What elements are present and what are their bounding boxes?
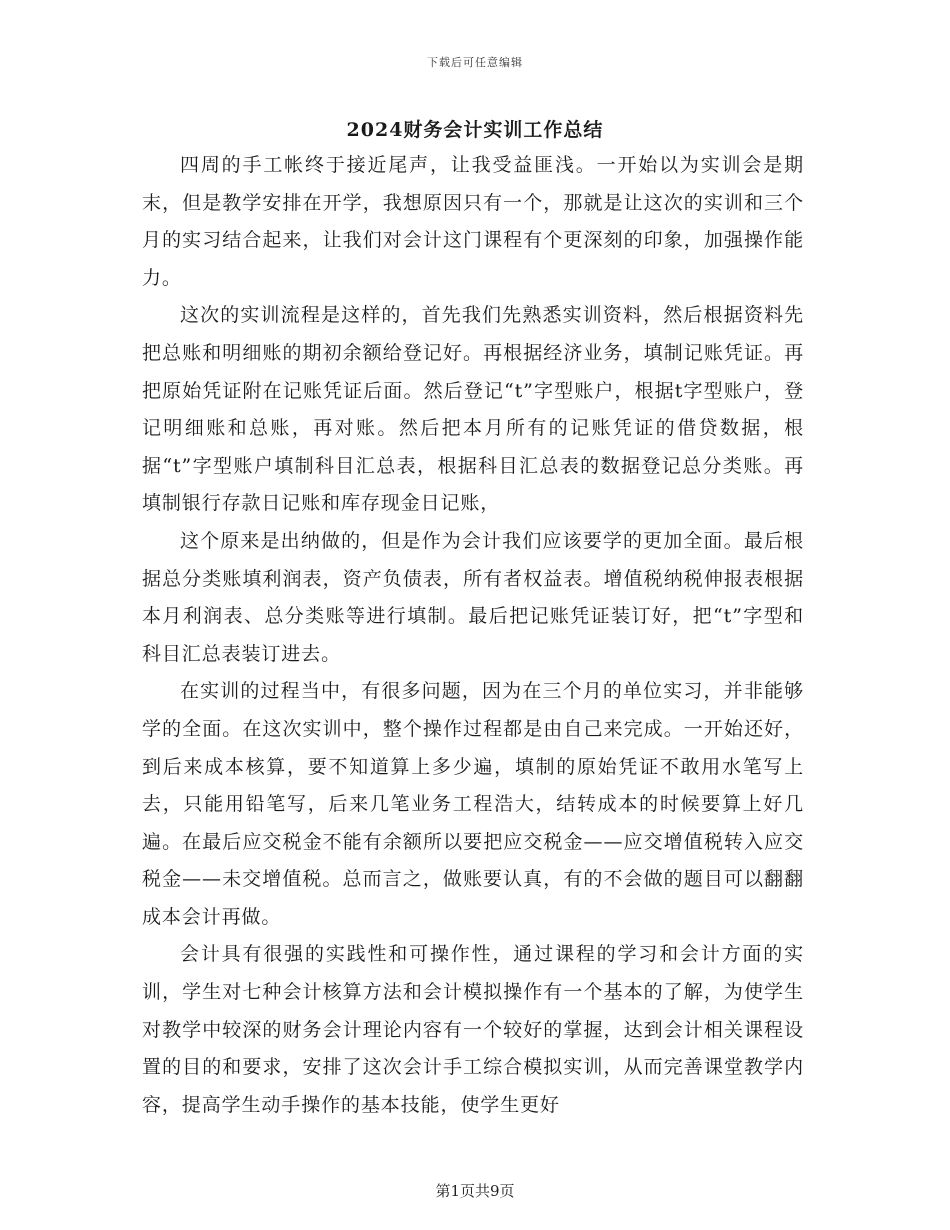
header-note: 下载后可任意编辑 bbox=[427, 56, 523, 69]
document-title: 2024财务会计实训工作总结 bbox=[346, 119, 604, 141]
paragraph-2: 这次的实训流程是这样的，首先我们先熟悉实训资料，然后根据资料先把总账和明细账的期初余额给登记好。再根据经济业务，填制记账凭证。再把原始凭证附在记账凭证后面。然后登记“t”字型账户，根据t字型账户，登记明细账和总账，再对账。然后把本月所有的记账凭证的借贷数据，根据“t”字型账户填制科目汇总表，根据科目汇总表的数据登记总分类账。再填制银行存款日记账和库存现金日记账， bbox=[142, 304, 804, 515]
paragraph-1: 四周的手工帐终于接近尾声，让我受益匪浅。一开始以为实训会是期末，但是教学安排在开学，我想原因只有一个，那就是让这次的实训和三个月的实习结合起来，让我们对会计这门课程有个更深刻的印象，加强操作能力。 bbox=[142, 154, 804, 289]
paragraph-5: 会计具有很强的实践性和可操作性，通过课程的学习和会计方面的实训，学生对七种会计核算方法和会计模拟操作有一个基本的了解，为使学生对教学中较深的财务会计理论内容有一个较好的掌握，达到会计相关课程设置的目的和要求，安排了这次会计手工综合模拟实训，从而完善课堂教学内容，提高学生动手操作的基本技能，使学生更好 bbox=[142, 943, 804, 1116]
page-footer: 第1页共9页 bbox=[435, 1182, 515, 1200]
paragraph-3: 这个原来是出纳做的，但是作为会计我们应该要学的更加全面。最后根据总分类账填利润表，资产负债表，所有者权益表。增值税纳税伸报表根据本月利润表、总分类账等进行填制。最后把记账凭证装订好，把“t”字型和科目汇总表装订进去。 bbox=[142, 529, 804, 665]
paragraph-4: 在实训的过程当中，有很多问题，因为在三个月的单位实习，并非能够学的全面。在这次实训中，整个操作过程都是由自己来完成。一开始还好，到后来成本核算，要不知道算上多少遍，填制的原始凭证不敢用水笔写上去，只能用铅笔写，后来几笔业务工程浩大，结转成本的时候要算上好几遍。在最后应交税金不能有余额所以要把应交税金——应交增值税转入应交税金——未交增值税。总而言之，做账要认真，有的不会做的题目可以翻翻成本会计再做。 bbox=[142, 680, 804, 928]
document-body bbox=[142, 147, 804, 1124]
